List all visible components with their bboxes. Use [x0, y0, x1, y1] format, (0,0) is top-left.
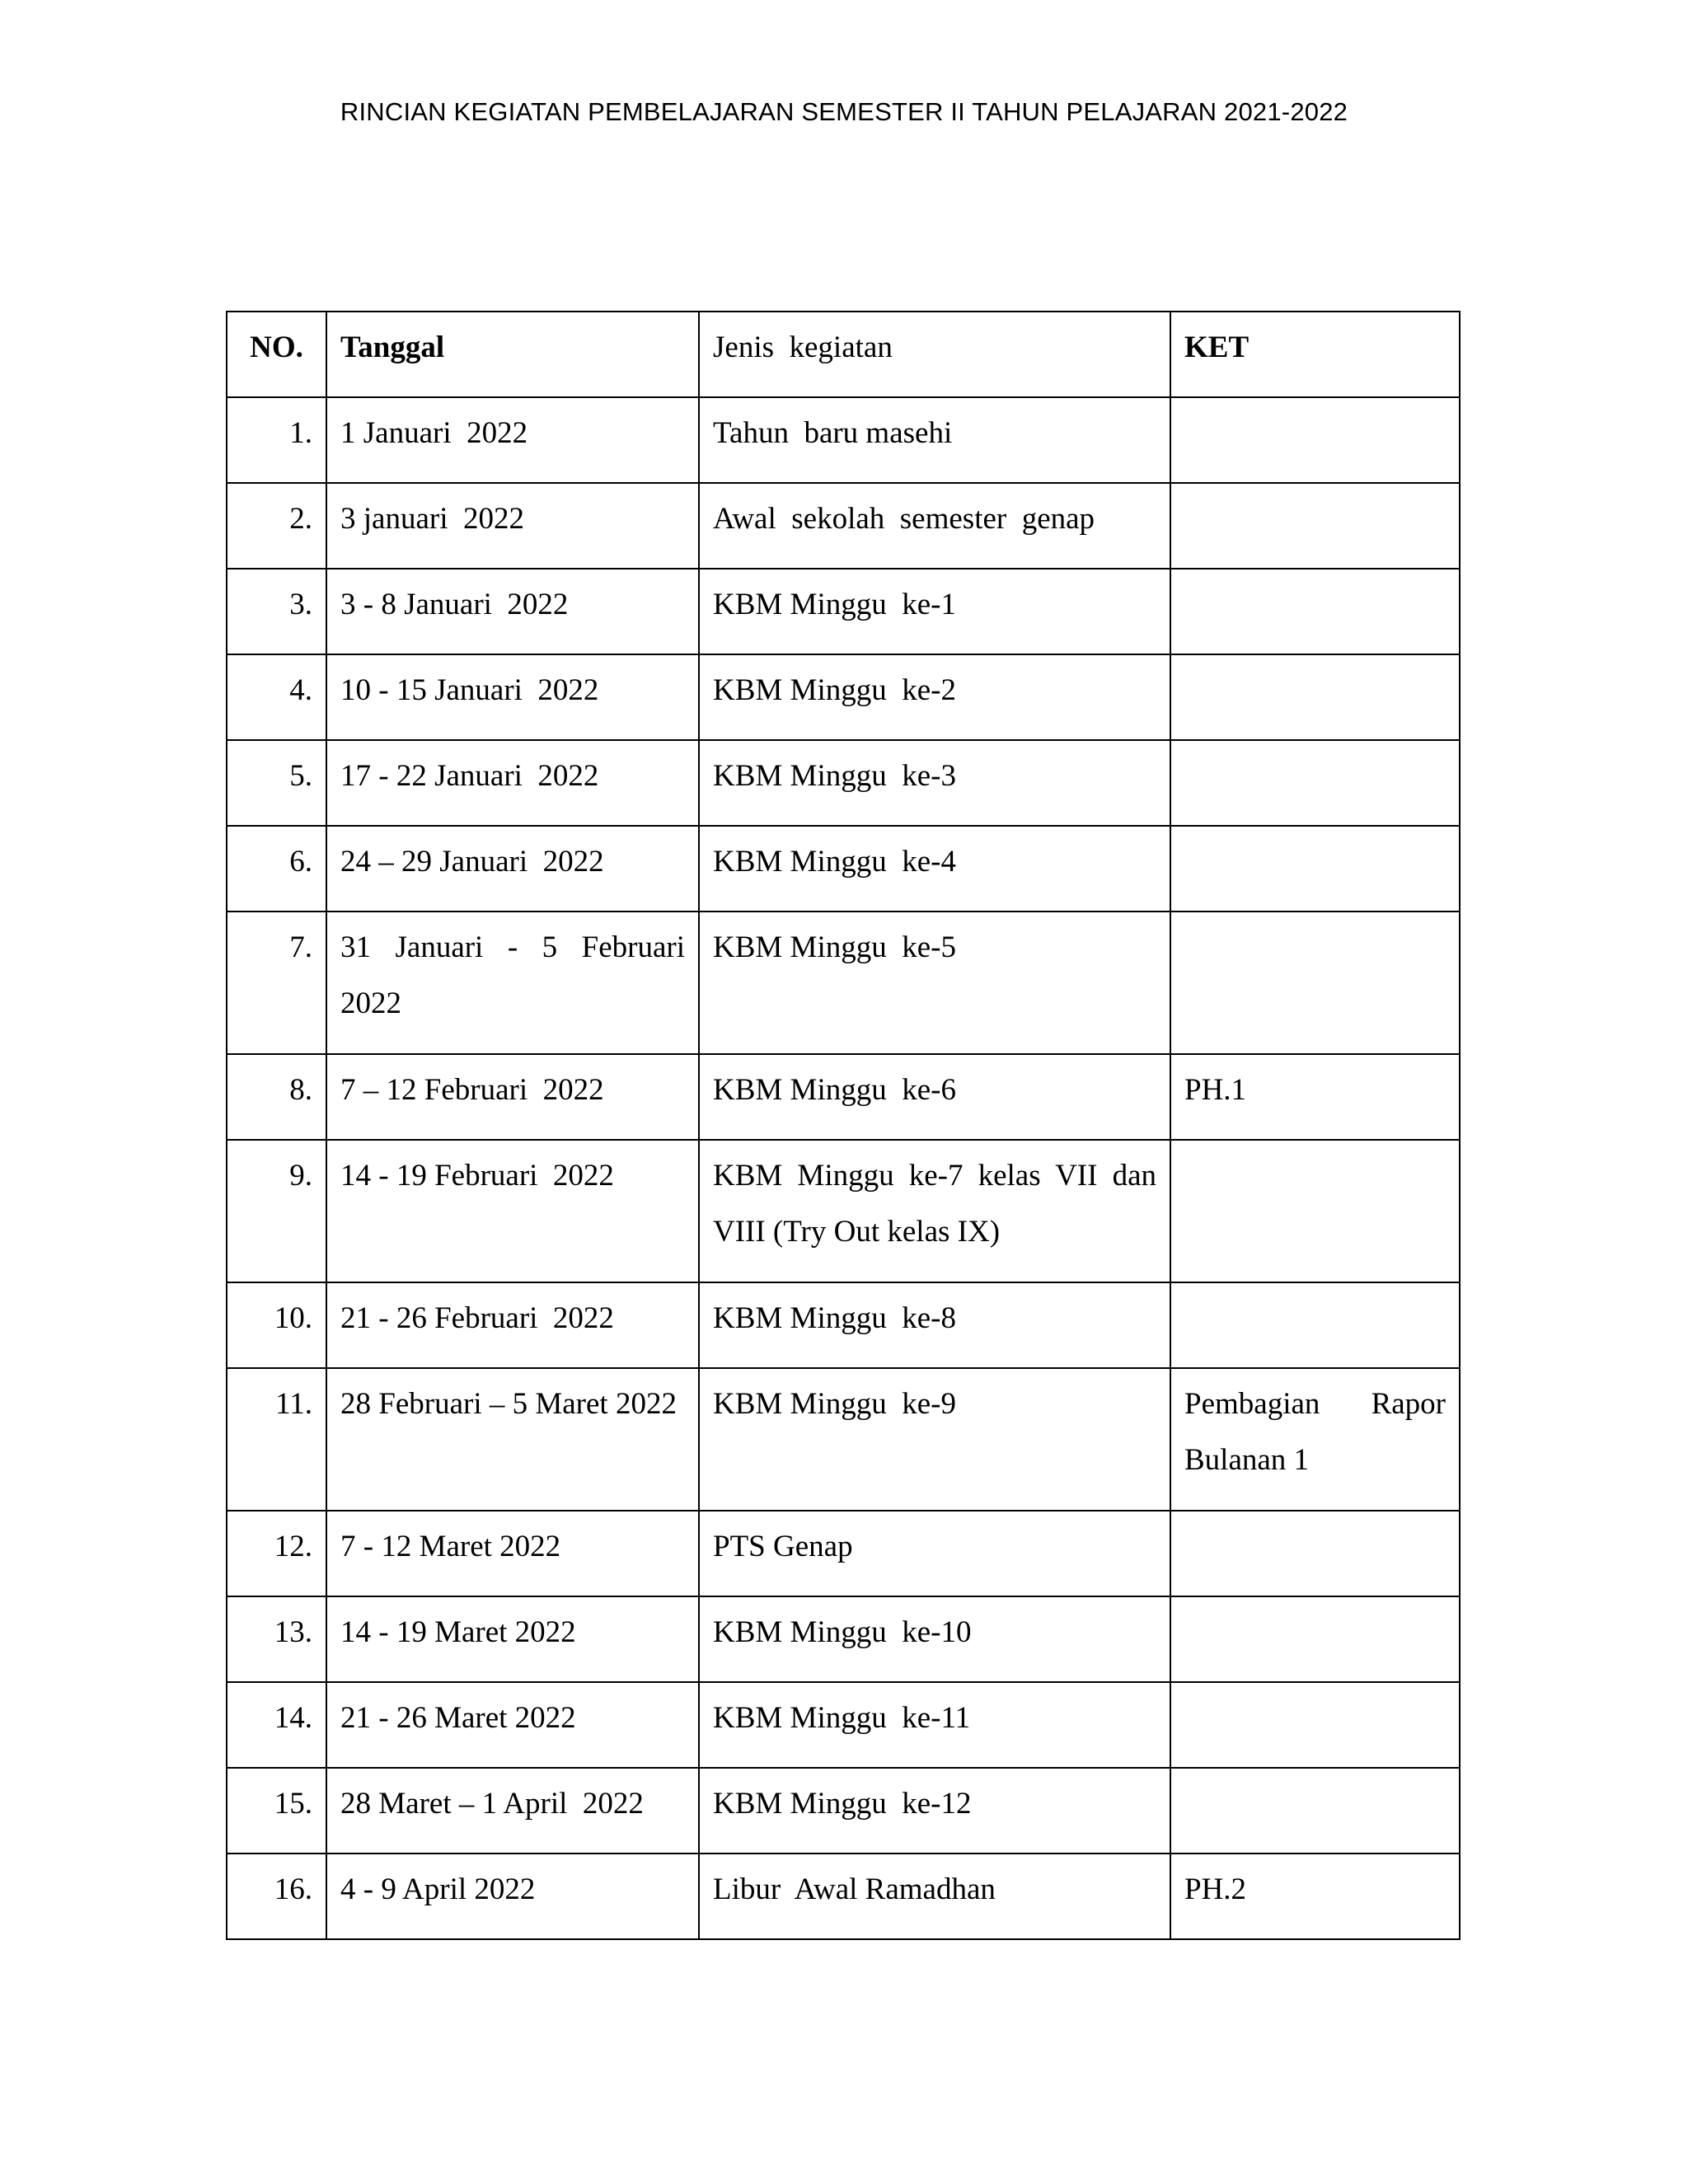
row-no: 12. — [227, 1511, 326, 1596]
row-jenis: Awal sekolah semester genap — [699, 483, 1170, 569]
row-tanggal: 17 - 22 Januari 2022 — [326, 740, 699, 826]
row-tanggal: 31 Januari - 5 Februari 2022 — [326, 912, 699, 1054]
table-row — [227, 654, 1460, 740]
row-jenis: KBM Minggu ke-5 — [699, 912, 1170, 1054]
table-row — [227, 1368, 1460, 1511]
row-no: 14. — [227, 1682, 326, 1768]
row-tanggal: 1 Januari 2022 — [326, 397, 699, 483]
row-tanggal: 14 - 19 Februari 2022 — [326, 1140, 699, 1282]
table-row — [227, 397, 1460, 483]
row-tanggal: 24 – 29 Januari 2022 — [326, 826, 699, 912]
row-jenis: KBM Minggu ke-12 — [699, 1768, 1170, 1854]
row-ket — [1170, 1282, 1460, 1368]
row-no: 4. — [227, 654, 326, 740]
row-tanggal: 21 - 26 Maret 2022 — [326, 1682, 699, 1768]
row-jenis: KBM Minggu ke-2 — [699, 654, 1170, 740]
table-row — [227, 1682, 1460, 1768]
row-jenis: Libur Awal Ramadhan — [699, 1854, 1170, 1939]
row-tanggal: 7 – 12 Februari 2022 — [326, 1054, 699, 1140]
row-jenis: Tahun baru masehi — [699, 397, 1170, 483]
table-row — [227, 826, 1460, 912]
table-row — [227, 1511, 1460, 1596]
row-jenis: KBM Minggu ke-7 kelas VII dan VIII (Try Out kelas IX) — [699, 1140, 1170, 1282]
row-no: 8. — [227, 1054, 326, 1140]
row-no: 16. — [227, 1854, 326, 1939]
row-tanggal: 14 - 19 Maret 2022 — [326, 1596, 699, 1682]
header-no: NO. — [227, 312, 326, 397]
table-row — [227, 912, 1460, 1054]
row-no: 5. — [227, 740, 326, 826]
row-ket: PH.1 — [1170, 1054, 1460, 1140]
table-row — [227, 1282, 1460, 1368]
row-ket — [1170, 397, 1460, 483]
row-ket — [1170, 1768, 1460, 1854]
row-ket — [1170, 912, 1460, 1054]
row-jenis: KBM Minggu ke-1 — [699, 569, 1170, 654]
row-jenis: KBM Minggu ke-3 — [699, 740, 1170, 826]
table-row — [227, 1596, 1460, 1682]
row-no: 7. — [227, 912, 326, 1054]
row-jenis: PTS Genap — [699, 1511, 1170, 1596]
row-ket — [1170, 1682, 1460, 1768]
document-title: RINCIAN KEGIATAN PEMBELAJARAN SEMESTER II TAHUN PELAJARAN 2021-2022 — [340, 97, 1348, 126]
row-tanggal: 4 - 9 April 2022 — [326, 1854, 699, 1939]
row-no: 15. — [227, 1768, 326, 1854]
row-jenis: KBM Minggu ke-6 — [699, 1054, 1170, 1140]
row-ket: PH.2 — [1170, 1854, 1460, 1939]
table-row — [227, 1054, 1460, 1140]
table-row — [227, 483, 1460, 569]
table-row — [227, 1768, 1460, 1854]
row-ket — [1170, 740, 1460, 826]
table-row — [227, 569, 1460, 654]
row-tanggal: 28 Maret – 1 April 2022 — [326, 1768, 699, 1854]
header-ket: KET — [1170, 312, 1460, 397]
row-no: 13. — [227, 1596, 326, 1682]
row-no: 3. — [227, 569, 326, 654]
header-jenis-kegiatan: Jenis kegiatan — [699, 312, 1170, 397]
row-no: 2. — [227, 483, 326, 569]
row-ket — [1170, 1596, 1460, 1682]
row-tanggal: 3 januari 2022 — [326, 483, 699, 569]
row-tanggal: 28 Februari – 5 Maret 2022 — [326, 1368, 699, 1511]
table-row — [227, 740, 1460, 826]
row-jenis: KBM Minggu ke-10 — [699, 1596, 1170, 1682]
schedule-table — [226, 311, 1461, 1940]
row-jenis: KBM Minggu ke-8 — [699, 1282, 1170, 1368]
row-tanggal: 10 - 15 Januari 2022 — [326, 654, 699, 740]
table-header-row — [227, 312, 1460, 397]
row-ket — [1170, 826, 1460, 912]
table-row — [227, 1854, 1460, 1939]
row-ket — [1170, 483, 1460, 569]
row-no: 1. — [227, 397, 326, 483]
row-jenis: KBM Minggu ke-4 — [699, 826, 1170, 912]
row-ket — [1170, 654, 1460, 740]
row-ket — [1170, 569, 1460, 654]
row-tanggal: 7 - 12 Maret 2022 — [326, 1511, 699, 1596]
row-no: 9. — [227, 1140, 326, 1282]
row-jenis: KBM Minggu ke-9 — [699, 1368, 1170, 1511]
row-tanggal: 3 - 8 Januari 2022 — [326, 569, 699, 654]
table-row — [227, 1140, 1460, 1282]
row-jenis: KBM Minggu ke-11 — [699, 1682, 1170, 1768]
header-tanggal: Tanggal — [326, 312, 699, 397]
row-no: 10. — [227, 1282, 326, 1368]
row-no: 6. — [227, 826, 326, 912]
row-ket — [1170, 1511, 1460, 1596]
row-ket — [1170, 1140, 1460, 1282]
row-ket: Pembagian Rapor Bulanan 1 — [1170, 1368, 1460, 1511]
row-no: 11. — [227, 1368, 326, 1511]
row-tanggal: 21 - 26 Februari 2022 — [326, 1282, 699, 1368]
